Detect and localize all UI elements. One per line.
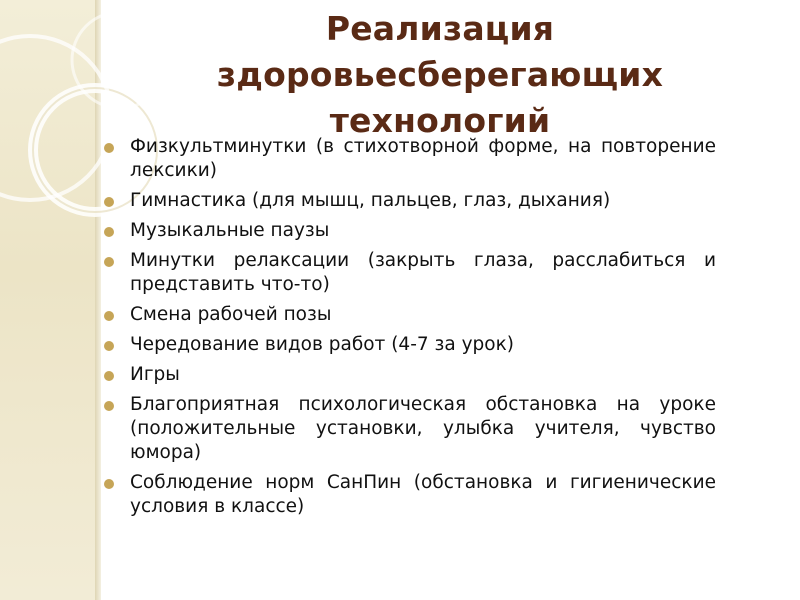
list-item-text: Соблюдение норм СанПин (обстановка и гигиенические условия в классе) <box>130 472 716 517</box>
list-item <box>104 393 716 465</box>
bullet-dot-icon <box>104 197 114 207</box>
list-item-text: Смена рабочей позы <box>130 304 332 325</box>
list-item <box>104 249 716 297</box>
slide-title <box>150 6 730 144</box>
bullet-dot-icon <box>104 371 114 381</box>
list-item <box>104 189 716 213</box>
list-item <box>104 135 716 183</box>
list-item <box>104 219 716 243</box>
list-item <box>104 363 716 387</box>
title-line-3: технологий <box>329 101 551 140</box>
list-item-text: Минутки релаксации (закрыть глаза, расслабиться и представить что-то) <box>130 250 716 295</box>
title-line-1: Реализация <box>325 9 555 48</box>
title-line-2: здоровьесберегающих <box>216 55 664 94</box>
bullet-dot-icon <box>104 401 114 411</box>
list-item-text: Игры <box>130 364 180 385</box>
bullet-dot-icon <box>104 257 114 267</box>
bullet-dot-icon <box>104 227 114 237</box>
list-item-text: Чередование видов работ (4-7 за урок) <box>130 334 514 355</box>
list-item-text: Гимнастика (для мышц, пальцев, глаз, дыхания) <box>130 190 611 211</box>
list-item-text: Благоприятная психологическая обстановка на уроке (положительные установки, улыбка учителя, чувство юмора) <box>130 394 716 463</box>
list-item-text: Физкультминутки (в стихотворной форме, на повторение лексики) <box>130 136 716 181</box>
bullet-dot-icon <box>104 311 114 321</box>
bullet-dot-icon <box>104 341 114 351</box>
bullet-dot-icon <box>104 479 114 489</box>
bullet-dot-icon <box>104 143 114 153</box>
list-item <box>104 303 716 327</box>
list-item <box>104 471 716 519</box>
bullet-list <box>104 135 716 525</box>
list-item-text: Музыкальные паузы <box>130 220 330 241</box>
list-item <box>104 333 716 357</box>
